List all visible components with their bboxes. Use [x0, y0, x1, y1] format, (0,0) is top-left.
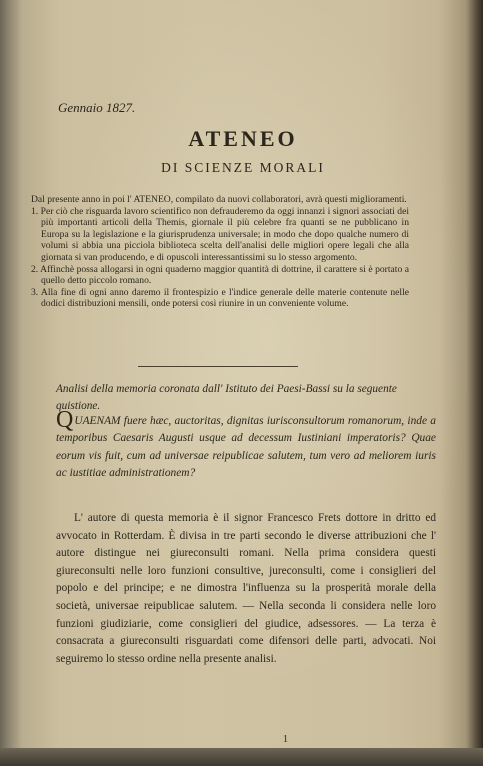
intro-item-3: 3. Alla fine di ogni anno daremo il frontespizio e l'indice generale delle materie contenute nelle dodici distribuzioni mensili, onde potersi così riunire in un conveniente volume. [31, 286, 409, 310]
intro-notice [31, 194, 409, 310]
body-paragraph: L' autore di questa memoria è il signor Francesco Frets dottore in dritto ed avvocato in Rotterdam. È divisa in tre parti secondo le diverse attribuzioni che l' autore distingue nei giureconsulti romani. Nella prima considera questi giureconsulti nelle loro funzioni consultive, jureconsulti, come i consiglieri del popolo e del principe; e ne dimostra l'influenza su la prosperità morale della società, universae reipublicae salutem. — Nella seconda li considera nelle loro funzioni giudiziarie, come consiglieri del giudice, adsessores. — La terza è consacrata a giureconsulti risguardati come difensori delle parti, advocati. Noi seguiremo lo stesso ordine nella presente analisi. [56, 512, 436, 665]
intro-item-2: 2. Affinchè possa allogarsi in ogni quaderno maggior quantità di dottrine, il carattere si è portato a quello detto piccolo romano. [31, 263, 409, 287]
drop-cap: Q [56, 407, 74, 433]
intro-item-1: 1. Per ciò che risguarda lavoro scientifico non defrauderemo da oggi innanzi i signori associati dei più importanti articoli della Themis, giornale il più celebre fra quanti se ne pubblicano in Europa su la legislazione e la giurisprudenza universale; in modo che dopo qualche numero di volumi si abbia una picciola biblioteca scelta dell'analisi delle migliori opere legali che alla giornata si van producendo, e di opuscoli interessantissimi su lo stesso argomento. [31, 205, 409, 263]
section-heading: Analisi della memoria coronata dall' Istituto dei Paesi-Bassi su la seguente quistione. [56, 383, 397, 412]
page-subtitle: DI SCIENZE MORALI [161, 160, 325, 175]
page-bottom-edge [0, 748, 483, 766]
page-number: 1 [283, 734, 288, 745]
section-divider [138, 366, 298, 367]
latin-question [56, 407, 436, 483]
page-title: ATENEO [188, 126, 298, 151]
latin-question-text: UAENAM fuere hæc, auctoritas, dignitas iurisconsultorum romanorum, inde a temporibus Caesaris Augusti usque ad decessum Iustiniani imperatoris? Quae eorum vis fuit, cum ad universae reipublicae salutem, tum vero ad meliorem iuris ac iustitiae administrationem? [56, 415, 436, 480]
dateline: Gennaio 1827. [58, 100, 136, 115]
intro-paragraph: Dal presente anno in poi l' ATENEO, compilato da nuovi collaboratori, avrà questi miglioramenti. [31, 194, 407, 205]
book-page [18, 0, 468, 750]
